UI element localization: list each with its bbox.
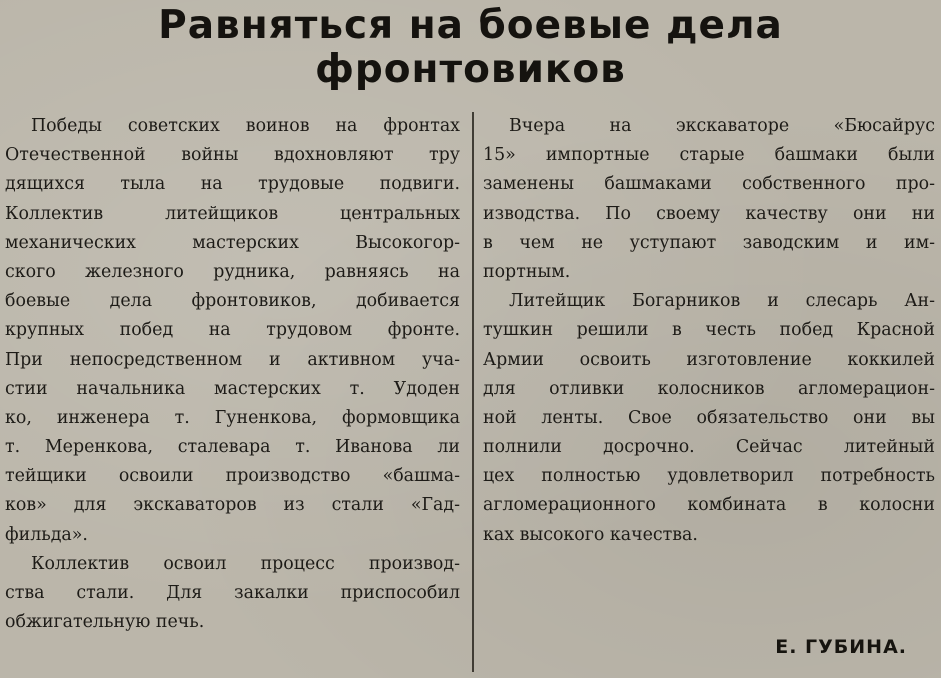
right-column — [483, 112, 935, 550]
left-line-7: боевые дела фронтовиков, добивается — [5, 291, 460, 312]
left-line-3: дящихся тыла на трудовые подвиги. — [5, 174, 460, 195]
right-line-11: ной ленты. Свое обязательство они вы — [483, 407, 935, 428]
left-line-12: т. Меренкова, сталевара т. Иванова ли — [5, 437, 460, 458]
right-line-15: ках высокого качества. — [483, 524, 698, 545]
right-line-6: портным. — [483, 261, 571, 282]
left-line-14: ков» для экскаваторов из стали «Гад- — [5, 495, 460, 516]
right-line-7: Литейщик Богарников и слесарь Ан- — [509, 291, 935, 312]
left-line-10: стии начальника мастерских т. Удоден — [5, 378, 460, 399]
right-line-3: заменены башмаками собственного про- — [483, 174, 935, 195]
right-line-9: Армии освоить изготовление коккилей — [483, 349, 935, 370]
left-line-8: крупных побед на трудовом фронте. — [5, 320, 460, 341]
left-line-17: ства стали. Для закалки приспособил — [5, 583, 460, 603]
left-line-18: обжигательную печь. — [5, 612, 205, 633]
column-divider — [472, 112, 474, 672]
right-line-10: для отливки колосников агломерацион- — [483, 378, 935, 399]
left-line-1: Победы советских воинов на фронтах — [31, 116, 460, 136]
left-line-2: Отечественной войны вдохновляют тру — [5, 145, 460, 166]
left-line-15: фильда». — [5, 524, 88, 545]
right-line-14: агломерационного комбината в колосни — [483, 495, 935, 516]
left-line-11: ко, инженера т. Гуненкова, формовщика — [5, 407, 460, 428]
left-column — [5, 112, 460, 637]
left-line-9: При непосредственном и активном уча- — [5, 349, 460, 370]
right-line-13: цех полностью удовлетворил потребность — [483, 466, 935, 487]
headline-line-2: фронтовиков — [315, 47, 626, 92]
left-line-4: Коллектив литейщиков центральных — [5, 203, 460, 224]
left-line-16: Коллектив освоил процесс производ- — [31, 553, 460, 574]
headline-line-1: Равняться на боевые дела — [158, 3, 783, 48]
left-line-13: тейщики освоили производство «башма- — [5, 466, 460, 487]
left-line-6: ского железного рудника, равняясь на — [5, 261, 460, 282]
right-line-8: тушкин решили в честь побед Красной — [483, 320, 935, 341]
left-line-5: механических мастерских Высокогор- — [5, 232, 460, 253]
right-line-1: Вчера на экскаваторе «Бюсайрус — [509, 116, 935, 136]
author-signature: Е. ГУБИНА. — [775, 636, 907, 658]
right-line-12: полнили досрочно. Сейчас литейный — [483, 437, 935, 458]
right-line-4: изводства. По своему качеству они ни — [483, 203, 935, 224]
right-line-5: в чем не уступают заводским и им- — [483, 232, 935, 253]
right-line-2: 15» импортные старые башмаки были — [483, 145, 935, 166]
